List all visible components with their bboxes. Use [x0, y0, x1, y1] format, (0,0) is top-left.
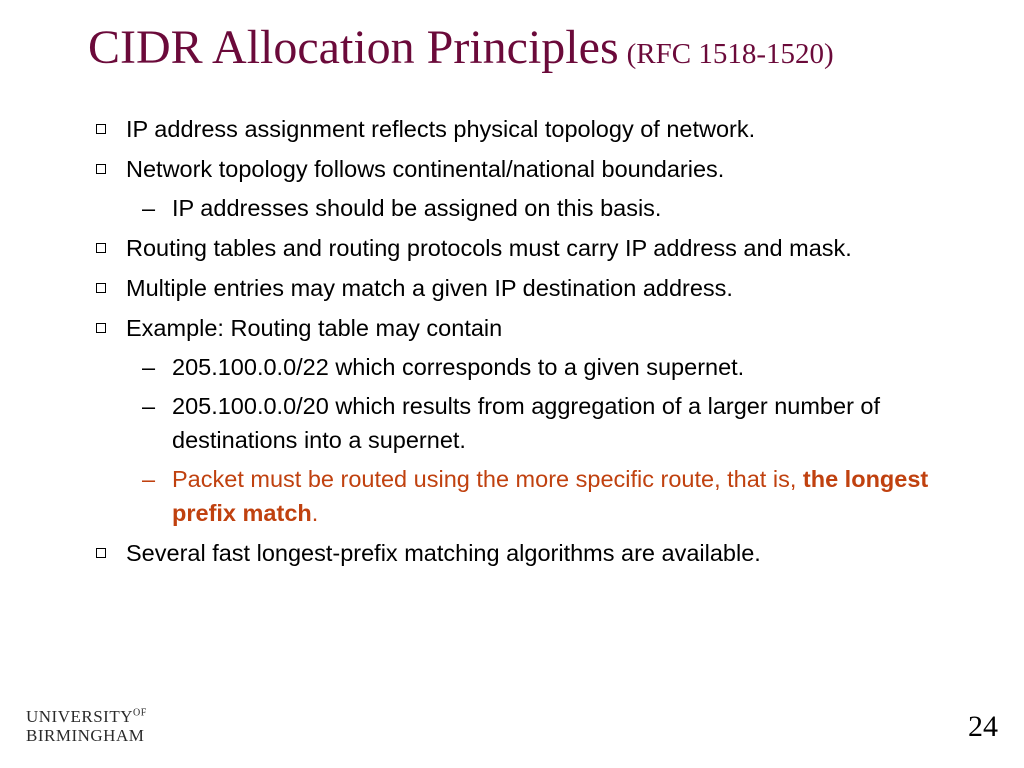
- logo-university-text: UNIVERSITY: [26, 707, 133, 726]
- title-main: CIDR Allocation Principles: [88, 21, 619, 74]
- bullet-item: [126, 112, 946, 146]
- sub-bullet-item: [142, 191, 946, 225]
- dash-bullet-icon: –: [142, 354, 156, 380]
- sub-bullet-text: 205.100.0.0/20 which results from aggregation of a larger number of destinations into a supernet.: [172, 393, 881, 453]
- logo-of-text: OF: [133, 707, 147, 719]
- dash-bullet-icon: –: [142, 466, 156, 492]
- sub-bullet-text: 205.100.0.0/22 which corresponds to a given supernet.: [172, 354, 745, 380]
- sub-bullet-text: IP addresses should be assigned on this basis.: [172, 195, 662, 221]
- square-bullet-icon: [96, 283, 106, 293]
- bullet-item: [126, 271, 946, 305]
- dash-bullet-icon: –: [142, 195, 156, 221]
- logo-birmingham-text: BIRMINGHAM: [26, 726, 145, 745]
- square-bullet-icon: [96, 323, 106, 333]
- bullet-text: Several fast longest-prefix matching algorithms are available.: [126, 540, 761, 566]
- sub-bullet-item: [142, 350, 946, 384]
- bullet-text: Routing tables and routing protocols must carry IP address and mask.: [126, 235, 852, 261]
- bullet-text: Multiple entries may match a given IP destination address.: [126, 275, 733, 301]
- bullet-item: [126, 152, 946, 186]
- bullet-text: IP address assignment reflects physical topology of network.: [126, 116, 756, 142]
- bullet-item: [126, 231, 946, 265]
- dash-bullet-icon: –: [142, 393, 156, 419]
- bullet-text: Network topology follows continental/national boundaries.: [126, 156, 725, 182]
- square-bullet-icon: [96, 124, 106, 134]
- page-number: 24: [968, 710, 998, 743]
- square-bullet-icon: [96, 243, 106, 253]
- slide-title: [88, 21, 834, 74]
- square-bullet-icon: [96, 548, 106, 558]
- university-logo: [26, 707, 147, 745]
- bullet-text: Example: Routing table may contain: [126, 315, 503, 341]
- bullet-item: [126, 536, 946, 570]
- square-bullet-icon: [96, 164, 106, 174]
- sub-bullet-item: [142, 389, 946, 457]
- longest-prefix-match-emphasis: the longest prefix match: [172, 466, 929, 526]
- bullet-item: [126, 311, 946, 345]
- bullet-list: [126, 112, 946, 570]
- highlighted-sub-bullet-item: [142, 462, 946, 530]
- sentence-end-period: .: [311, 500, 319, 526]
- title-rfc-reference: (RFC 1518-1520): [626, 38, 834, 70]
- sub-bullet-text: Packet must be routed using the more specific route, that is,: [172, 466, 797, 492]
